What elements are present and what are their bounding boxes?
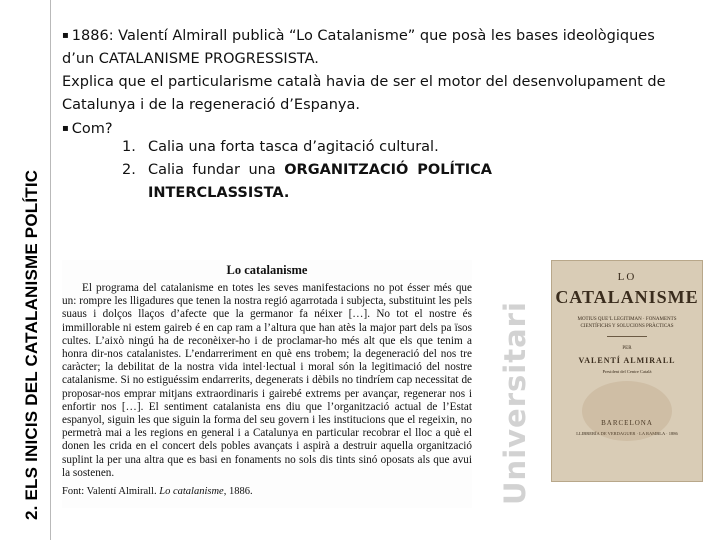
quote-source-label: Font: <box>62 486 87 498</box>
points-list <box>122 136 492 205</box>
list-number: 1. <box>122 139 136 155</box>
bullet-icon: ▪ <box>62 123 69 134</box>
intro-line-1 <box>62 24 702 48</box>
quote-source-author: Valentí Almirall <box>86 486 154 498</box>
quote-source-year: , 1886. <box>223 486 253 498</box>
list-item-text-bold: ORGANITZACIÓ POLÍTICA <box>284 162 492 178</box>
intro-line-1-text: : Valentí Almirall publicà “Lo Catalanisme” que posà les bases ideològiques <box>108 28 655 44</box>
list-item-text-line-2 <box>148 182 492 205</box>
cover-place: BARCELONA <box>601 419 653 427</box>
sidebar-bar <box>0 0 22 540</box>
cover-title: CATALANISME <box>555 287 699 307</box>
quote-source: Font: Valentí Almirall. Lo catalanisme, 1886. <box>62 486 253 498</box>
intro-line-2: d’un CATALANISME PROGRESSISTA. <box>62 51 319 67</box>
intro-text <box>62 24 702 141</box>
vertical-section-title: 2. ELS INICIS DEL CATALANISME POLÍTIC <box>22 169 41 520</box>
cover-publisher: LLIBRERÍA DE VERDAGUER · LA RAMBLA · 1886 <box>576 431 678 436</box>
cover-divider <box>607 336 647 337</box>
book-cover-image <box>551 260 703 482</box>
list-item-text-bold-2: INTERCLASSISTA. <box>148 185 290 201</box>
quote-excerpt <box>62 260 472 508</box>
list-item <box>122 136 492 159</box>
quote-source-work: Lo catalanisme <box>159 486 224 498</box>
list-number: 2. <box>122 162 136 178</box>
cover-author: VALENTÍ ALMIRALL <box>578 356 676 365</box>
intro-year: 1886 <box>71 28 109 44</box>
quote-title: Lo catalanisme <box>226 263 308 277</box>
intro-question: Com? <box>71 121 113 137</box>
list-item <box>122 159 492 205</box>
intro-line-3: Explica que el particularisme català havia de ser el motor del desenvolupament de <box>62 74 666 90</box>
cover-lo: LO <box>617 271 637 283</box>
list-item-text-line <box>148 159 492 182</box>
cover-by: PER <box>622 346 632 351</box>
cover-author-note: President del Centre Català <box>602 369 652 374</box>
bullet-icon: ▪ <box>62 30 69 41</box>
watermark: Universitari <box>498 301 532 505</box>
intro-line-4: Catalunya i de la regeneració d’Espanya. <box>62 97 360 113</box>
quote-body: El programa del catalanisme en totes les seves manifestacions no pot ésser més que un: rompre les lligadures que tenen la nostra regió agarrotada i subjecta, substituint les pels suaus i dolços llaços d’afecte que la germanor fa néixer […]. No tot el nostre és immillorable ni estem gaireb é en cap ram a l’altura que han atès la major part dels pa ïsos cultes. L’això ningú ha de reconèixer-ho i de proclamar-ho més alt que els que tenim a honra dir-nos catalanistes. L’endarreriment en què ens trobem; la degeneració del nos tre caràcter; la debilitat de la nostra vida intel·lectual i moral són la legitimació del nostre catalanisme. Si no estiguéssim endarrerits, degenerats i dèbils no tindríem cap necessitat de proposar-nos emprar mitjans extraordinaris i gairebé extrems per avançar, regenerar nos i enfortir nos […]. El sentiment catalanista ens diu que l’organització actual de l’Estat espanyol, siguin les que siguin la forma del seu govern i les institucions que el regeixin, no permetrà mai a les regions en general i a Catalunya en particular recobrar el lloc a què el donen les crida en el concert dels pobles avançats i aspirà a destruir aquella organització suplint la per una altra que es basi en fonaments no sols dis tints sinó oposats als que avui la sostenen. <box>62 282 472 479</box>
sidebar-divider <box>50 0 51 540</box>
cover-subtitle: MOTIUS QUE’L LEGITIMAN · FONAMENTS CIENTÍFICHS Y SOLUCIONS PRÀCTICAS <box>577 317 677 329</box>
cover-stain <box>582 381 672 441</box>
list-item-text-prefix: Calia fundar una <box>148 162 276 178</box>
list-item-text: Calia una forta tasca d’agitació cultural. <box>148 139 439 155</box>
